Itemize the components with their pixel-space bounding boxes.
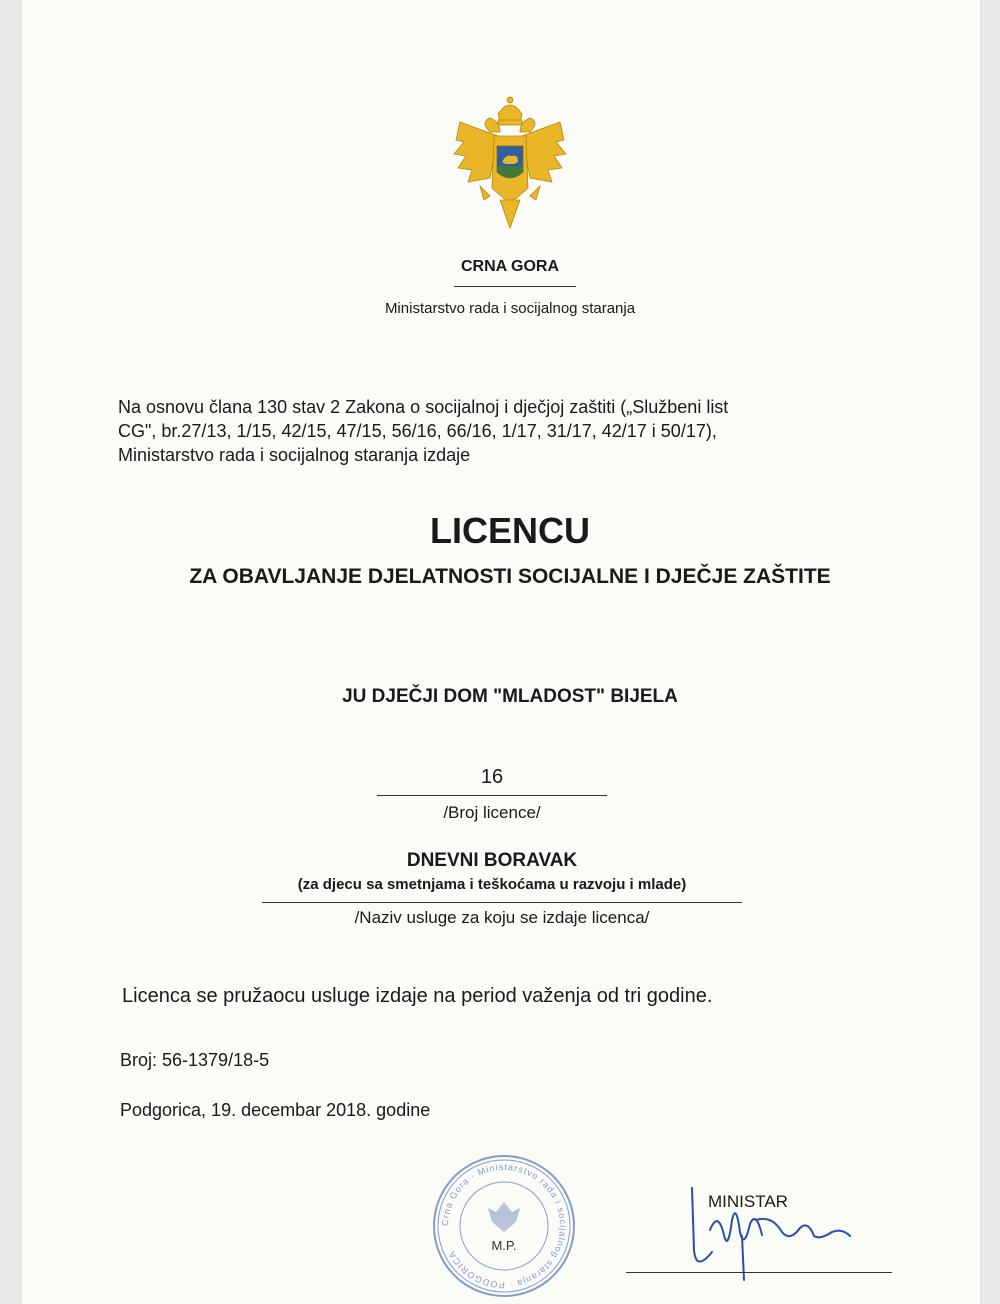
signatory-title: MINISTAR	[708, 1192, 788, 1211]
seal-ring-text: Crna Gora · Ministarstvo rada i socijalnog staranja · PODGORICA	[439, 1161, 569, 1291]
service-name: DNEVNI BORAVAK	[406, 850, 578, 871]
document-title: LICENCU	[430, 510, 590, 551]
license-document	[22, 0, 980, 1304]
service-caption: /Naziv usluge za koju se izdaje licenca/	[354, 908, 650, 927]
license-number-caption: /Broj licence/	[443, 803, 541, 822]
service-underline	[262, 902, 742, 903]
signature-line	[626, 1272, 892, 1273]
preamble-line: Na osnovu člana 130 stav 2 Zakona o socijalnoj i dječjoj zaštiti („Službeni list	[118, 397, 729, 417]
reference-number: Broj: 56-1379/18-5	[120, 1050, 270, 1070]
legal-preamble	[118, 395, 918, 467]
validity-statement: Licenca se pružaocu usluge izdaje na period važenja od tri godine.	[122, 985, 713, 1007]
preamble-line: Ministarstvo rada i socijalnog staranja izdaje	[118, 445, 471, 465]
ministry-name: Ministarstvo rada i socijalnog staranja	[384, 300, 636, 317]
preamble-line: CG", br.27/13, 1/15, 42/15, 47/15, 56/16, 66/16, 1/17, 31/17, 42/17 i 50/17),	[118, 421, 717, 441]
header-divider	[454, 286, 576, 287]
place-and-date: Podgorica, 19. decembar 2018. godine	[120, 1100, 431, 1120]
official-seal-icon	[430, 1152, 578, 1300]
service-detail: (za djecu sa smetnjama i teškoćama u razvoju i mlade)	[297, 876, 687, 893]
seal-label: M.P.	[491, 1238, 517, 1253]
license-number-underline	[377, 795, 607, 796]
document-subtitle: ZA OBAVLJANJE DJELATNOSTI SOCIJALNE I DJEČJE ZAŠTITE	[189, 565, 831, 588]
institution-name: JU DJEČJI DOM "MLADOST" BIJELA	[342, 686, 678, 707]
coat-of-arms-icon	[450, 92, 570, 232]
license-number: 16	[480, 766, 504, 788]
country-name: CRNA GORA	[460, 258, 560, 275]
